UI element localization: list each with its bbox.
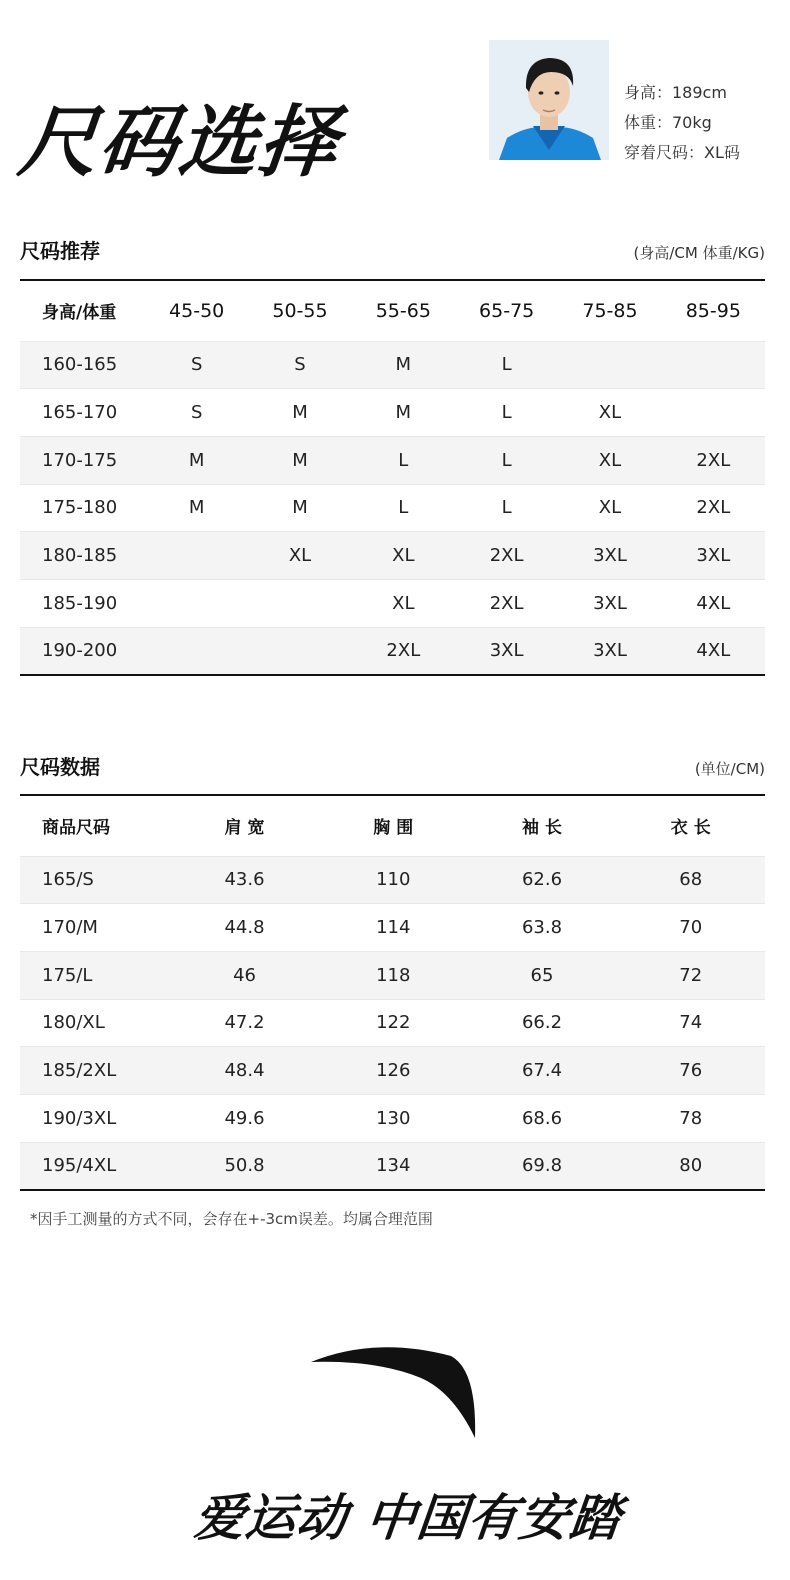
table-cell: 160-165 [42, 354, 118, 376]
measurement-note: *因手工测量的方式不同，会存在+-3cm误差。均属合理范围 [30, 1210, 433, 1228]
header-cell: 50-55 [272, 299, 328, 322]
header-cell: 75-85 [582, 299, 638, 322]
table-cell: L [501, 354, 512, 376]
table-cell: M [292, 497, 308, 519]
table-cell: 114 [376, 917, 411, 939]
table-header-row [20, 795, 765, 856]
table-cell: 180/XL [42, 1012, 105, 1034]
size-data-section-header [20, 751, 765, 780]
table-cell [145, 532, 248, 580]
table-row [20, 856, 765, 904]
model-height: 身高：189cm [624, 83, 727, 102]
table-cell: 2XL [696, 497, 731, 519]
table-row [20, 951, 765, 999]
header-cell: 商品尺码 [42, 818, 110, 839]
table-cell: 62.6 [521, 869, 563, 891]
table-row [20, 389, 765, 437]
table-cell: 180-185 [42, 545, 118, 567]
table-cell: 165/S [42, 869, 94, 891]
table-cell: M [395, 354, 412, 376]
table-cell: XL [598, 402, 622, 424]
size-data-unit: (单位/CM) [694, 760, 765, 778]
table-cell: 70 [679, 917, 703, 939]
table-row [20, 436, 765, 484]
table-row [20, 1142, 765, 1190]
table-cell: L [501, 497, 512, 519]
table-cell: 47.2 [224, 1012, 265, 1034]
table-cell: S [190, 402, 203, 424]
table-cell: S [190, 354, 203, 376]
table-cell: 130 [376, 1107, 411, 1129]
table-cell: 165-170 [42, 402, 118, 424]
table-cell: 66.2 [521, 1012, 563, 1034]
table-cell [662, 341, 765, 389]
table-cell: 134 [376, 1155, 411, 1177]
table-cell: 74 [679, 1012, 703, 1034]
table-cell: 78 [679, 1107, 703, 1129]
table-cell: 3XL [593, 592, 627, 614]
table-cell: 3XL [489, 640, 524, 662]
table-cell: M [395, 402, 412, 424]
table-cell: 3XL [696, 545, 731, 567]
brand-logo [305, 1340, 485, 1450]
table-cell: L [501, 449, 512, 471]
table-cell: 43.6 [224, 869, 265, 891]
table-cell: 48.4 [224, 1060, 265, 1082]
table-row [20, 904, 765, 952]
header-cell: 肩 宽 [224, 818, 265, 839]
table-cell: 195/4XL [42, 1155, 117, 1177]
table-cell: 68.6 [521, 1107, 563, 1129]
model-weight: 体重：70kg [624, 113, 712, 132]
header-cell: 55-65 [375, 299, 431, 322]
model-portrait-image [489, 40, 609, 160]
table-cell: XL [392, 592, 415, 614]
table-cell: L [398, 449, 409, 471]
table-row [20, 341, 765, 389]
table-cell: 118 [376, 964, 411, 986]
table-cell [145, 627, 248, 675]
size-data-table [20, 794, 765, 1191]
table-cell: 2XL [489, 545, 524, 567]
table-cell [248, 579, 351, 627]
header-cell: 85-95 [685, 299, 741, 322]
table-cell: 3XL [593, 640, 627, 662]
header-cell: 65-75 [479, 299, 535, 322]
header-cell: 胸 围 [373, 818, 414, 839]
table-cell: 46 [233, 964, 256, 986]
table-cell: XL [598, 449, 622, 471]
table-row [20, 1094, 765, 1142]
table-cell: 175-180 [42, 497, 118, 519]
header-cell: 衣 长 [670, 818, 711, 839]
anta-logo-icon [305, 1340, 485, 1450]
table-cell: 63.8 [521, 917, 563, 939]
table-cell: 175/L [42, 964, 93, 986]
table-row [20, 579, 765, 627]
table-cell: L [501, 402, 512, 424]
table-cell: 67.4 [521, 1060, 563, 1082]
table-row [20, 484, 765, 532]
table-cell [145, 579, 248, 627]
table-cell: XL [392, 545, 415, 567]
table-cell [558, 341, 661, 389]
header-cell: 45-50 [169, 299, 225, 322]
table-cell: M [292, 449, 308, 471]
table-cell: 110 [376, 869, 411, 891]
table-cell: XL [598, 497, 622, 519]
table-cell: 2XL [696, 449, 731, 471]
table-row [20, 999, 765, 1047]
table-cell [662, 389, 765, 437]
model-size-worn: 穿着尺码：XL码 [624, 143, 740, 162]
table-row [20, 1047, 765, 1095]
table-cell: M [292, 402, 308, 424]
brand-slogan: 爱运动 中国有安踏 [191, 1489, 625, 1547]
table-cell: 185-190 [42, 592, 118, 614]
model-photo [489, 40, 609, 160]
table-cell: 72 [679, 964, 703, 986]
size-data-title: 尺码数据 [20, 755, 100, 779]
header-cell: 袖 长 [522, 818, 562, 839]
table-cell: 190-200 [42, 640, 118, 662]
table-cell: 2XL [489, 592, 524, 614]
table-row [20, 627, 765, 675]
table-cell: 190/3XL [42, 1107, 117, 1129]
table-cell: L [398, 497, 409, 519]
table-cell: S [294, 354, 306, 376]
table-cell: 44.8 [224, 917, 265, 939]
table-cell: M [188, 449, 205, 471]
table-cell: 126 [376, 1060, 411, 1082]
table-cell: 50.8 [224, 1155, 265, 1177]
table-cell: 2XL [386, 640, 421, 662]
table-cell: M [188, 497, 205, 519]
table-cell: 170-175 [42, 449, 118, 471]
table-cell: 185/2XL [42, 1060, 117, 1082]
recommend-title: 尺码推荐 [20, 239, 100, 263]
table-cell: 69.8 [521, 1155, 563, 1177]
table-cell: 65 [530, 964, 554, 986]
table-cell: 4XL [696, 640, 731, 662]
table-cell: 122 [376, 1012, 411, 1034]
table-cell: 4XL [696, 592, 731, 614]
table-cell: 3XL [593, 545, 627, 567]
recommend-section-header [20, 235, 765, 264]
table-row [20, 532, 765, 580]
table-cell: 68 [679, 869, 703, 891]
table-header-row [20, 280, 765, 341]
table-cell: 49.6 [224, 1107, 265, 1129]
table-cell [248, 627, 351, 675]
table-cell: 76 [679, 1060, 703, 1082]
table-cell: XL [288, 545, 312, 567]
table-cell: 80 [679, 1155, 703, 1177]
table-cell: 170/M [42, 917, 98, 939]
size-recommend-table [20, 279, 765, 676]
model-info [624, 78, 740, 168]
recommend-unit: (身高/CM 体重/KG) [633, 244, 765, 262]
page-title: 尺码选择 [14, 98, 345, 188]
header-cell: 身高/体重 [42, 303, 117, 324]
